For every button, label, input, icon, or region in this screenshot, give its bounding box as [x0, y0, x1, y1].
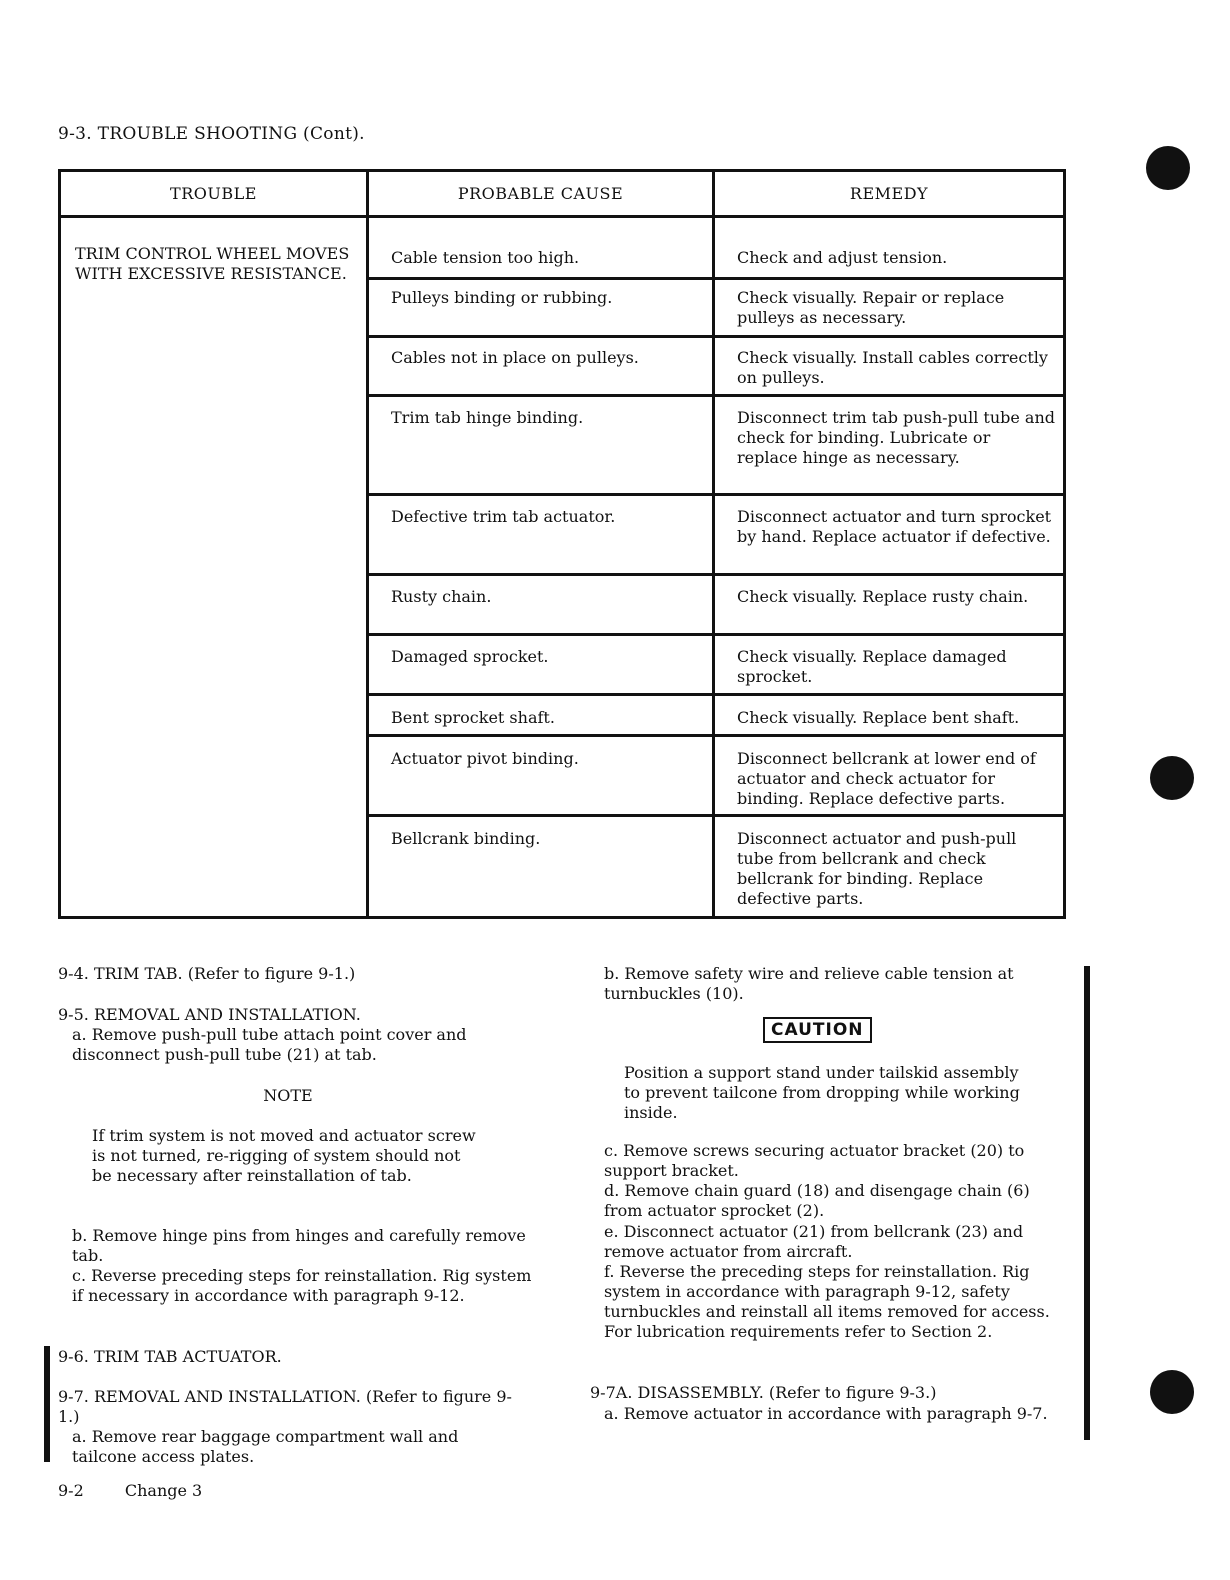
row-divider [369, 734, 712, 737]
row-divider [715, 335, 1063, 338]
trouble-column [61, 172, 369, 916]
cause-cell: Pulleys binding or rubbing. [391, 288, 613, 307]
row-divider [715, 633, 1063, 636]
cause-cell: Bellcrank binding. [391, 829, 541, 848]
row-divider [715, 277, 1063, 280]
cause-cell: Cables not in place on pulleys. [391, 348, 639, 367]
paragraph-9-5: 9-5. REMOVAL AND INSTALLATION. [58, 1005, 361, 1024]
trouble-description: TRIM CONTROL WHEEL MOVES WITH EXCESSIVE RESISTANCE. [75, 244, 350, 283]
remedy-cell: Disconnect bellcrank at lower end of actuator and check actuator for binding. Replace defective parts. [737, 749, 1036, 808]
remedy-cell: Check visually. Repair or replace pulleys as necessary. [737, 288, 1005, 327]
header-trouble: TROUBLE [61, 172, 366, 218]
header-remedy: REMEDY [715, 172, 1063, 218]
punch-hole [1146, 146, 1190, 190]
cause-cell: Rusty chain. [391, 587, 492, 606]
row-divider [369, 814, 712, 817]
step-9-5-b: b. Remove hinge pins from hinges and carefully remove tab. [72, 1226, 526, 1265]
row-divider [715, 814, 1063, 817]
remedy-cell: Disconnect actuator and turn sprocket by hand. Replace actuator if defective. [737, 507, 1052, 546]
remedy-cell: Check visually. Install cables correctly on pulleys. [737, 348, 1048, 387]
step-9-7-e: e. Disconnect actuator (21) from bellcrank (23) and remove actuator from aircraft. [604, 1222, 1024, 1261]
remedy-cell: Check visually. Replace rusty chain. [737, 587, 1029, 606]
row-divider [369, 277, 712, 280]
cause-cell: Cable tension too high. [391, 248, 580, 267]
remedy-cell: Check and adjust tension. [737, 248, 948, 267]
caution-body: Position a support stand under tailskid assembly to prevent tailcone from dropping while working inside. [624, 1063, 1020, 1122]
row-divider [369, 573, 712, 576]
change-number: Change 3 [124, 1481, 203, 1500]
row-divider [369, 693, 712, 696]
row-divider [715, 394, 1063, 397]
paragraph-9-7A: 9-7A. DISASSEMBLY. (Refer to figure 9-3.) [590, 1383, 937, 1402]
section-title: 9-3. TROUBLE SHOOTING (Cont). [58, 124, 365, 144]
cause-cell: Defective trim tab actuator. [391, 507, 616, 526]
paragraph-9-7: 9-7. REMOVAL AND INSTALLATION. (Refer to figure 9-1.) [58, 1387, 512, 1426]
punch-hole [1150, 756, 1194, 800]
row-divider [715, 493, 1063, 496]
step-9-7-b: b. Remove safety wire and relieve cable tension at turnbuckles (10). [604, 964, 1014, 1003]
page-number: 9-2 [58, 1481, 84, 1500]
step-9-7-d: d. Remove chain guard (18) and disengage chain (6) from actuator sprocket (2). [604, 1181, 1030, 1220]
remedy-column [715, 172, 1063, 916]
remedy-cell: Disconnect trim tab push-pull tube and check for binding. Lubricate or replace hinge as necessary. [737, 408, 1056, 467]
header-probable-cause: PROBABLE CAUSE [369, 172, 712, 218]
trouble-shooting-table [58, 169, 1066, 919]
row-divider [715, 573, 1063, 576]
row-divider [369, 394, 712, 397]
step-9-5-c: c. Reverse preceding steps for reinstallation. Rig system if necessary in accordance with paragraph 9-12. [72, 1266, 532, 1305]
cause-cell: Trim tab hinge binding. [391, 408, 584, 427]
note-body: If trim system is not moved and actuator screw is not turned, re-rigging of system should not be necessary after reinstallation of tab. [92, 1126, 476, 1185]
remedy-cell: Check visually. Replace bent shaft. [737, 708, 1020, 727]
row-divider [369, 335, 712, 338]
step-9-7-a: a. Remove rear baggage compartment wall and tailcone access plates. [72, 1427, 459, 1466]
paragraph-9-4: 9-4. TRIM TAB. (Refer to figure 9-1.) [58, 964, 356, 983]
row-divider [715, 734, 1063, 737]
cause-cell: Actuator pivot binding. [391, 749, 579, 768]
row-divider [369, 633, 712, 636]
row-divider [715, 693, 1063, 696]
change-bar [44, 1346, 50, 1462]
step-9-5-a: a. Remove push-pull tube attach point cover and disconnect push-pull tube (21) at tab. [72, 1025, 467, 1064]
step-9-7A-a: a. Remove actuator in accordance with paragraph 9-7. [604, 1404, 1048, 1423]
note-heading: NOTE [263, 1086, 313, 1105]
row-divider [369, 493, 712, 496]
paragraph-9-6: 9-6. TRIM TAB ACTUATOR. [58, 1347, 282, 1366]
cause-cell: Damaged sprocket. [391, 647, 549, 666]
cause-cell: Bent sprocket shaft. [391, 708, 555, 727]
step-9-7-f: f. Reverse the preceding steps for reinstallation. Rig system in accordance with paragraph 9-12, safety turnbuckles and reinstall all items removed for access. For lubrication requirements refer to Section 2. [604, 1262, 1050, 1341]
remedy-cell: Check visually. Replace damaged sprocket. [737, 647, 1007, 686]
remedy-cell: Disconnect actuator and push-pull tube from bellcrank and check bellcrank for binding. Replace defective parts. [737, 829, 1017, 908]
step-9-7-c: c. Remove screws securing actuator bracket (20) to support bracket. [604, 1141, 1025, 1180]
cause-column [369, 172, 715, 916]
caution-label: CAUTION [763, 1017, 872, 1043]
page-footer [58, 1481, 238, 1500]
punch-hole [1150, 1370, 1194, 1414]
change-bar [1084, 966, 1090, 1440]
